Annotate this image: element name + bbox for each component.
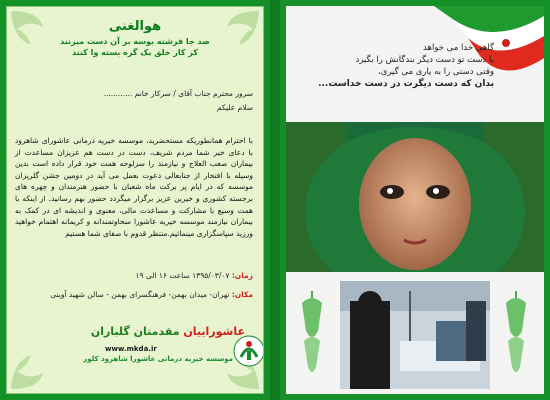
poem-line: بدان که دست دیگرت در دست خداست...: [318, 79, 494, 89]
place-label: مکان:: [231, 290, 253, 299]
welcome-line: [91, 325, 245, 338]
invitation-card-left: [0, 0, 270, 400]
place-value: تهران- میدان بهمن- فرهنگسرای بهمن - سالن شهید آوینی: [50, 290, 230, 299]
lamp-ornament-icon: [500, 291, 532, 381]
invitation-body: با احترام همانطوریکه مستحضرید، موسسه خیریه درمانی عاشورای شاهرود با دعای خیر شما مردم شریف، دست در دست هم عزیزان مساعدت از بیماران صعب العلاج و نیازمند را سرلوحه همت خود قرار داده است بدین وسیله با افتخار از جنابعالی دعوت بعمل می آید در دومین جشن گلریزان موسسه که در ایام پر برکت ماه شعبان با حضور هنرمندان و چهره های برجسته کشوری و خیرین عزیز برگزار میگردد حضور بهم رسانید. از اینکه با همت وسیع با مشارکت و مساعدت مالی، معنوی و اندیشه ای در کمک به بیماران نیازمند موسسه خیریه عاشورا سخاوتمندانه و کریمانه اهتمام خواهید ورزید سپاسگزاری مینمائیم.منتظر قدوم با صفای شما هستیم: [15, 136, 253, 238]
event-time: [17, 271, 253, 280]
welcome-green: مقدمتان گلباران: [90, 325, 180, 338]
card-title: هوالغنی: [108, 19, 162, 34]
verse-line-1: صد جا فرشته بوسه بر آن دست میزنند: [60, 37, 210, 46]
lamp-ornament-icon: [296, 291, 328, 381]
cover-paper: [286, 6, 544, 394]
poem-block: [306, 42, 494, 90]
charity-logo-icon: [233, 335, 264, 367]
invitation-card-right: [280, 0, 550, 400]
poem-line: گاهی خدا می خواهد: [423, 43, 494, 53]
organization-name: موسسه خیریه درمانی عاشورا شاهرود کلور: [83, 355, 233, 363]
time-value: ۱۳۹۵/۰۳/۰۷ ساعت ۱۶ الی ۱۹: [135, 271, 230, 280]
hospital-photo: [340, 281, 490, 389]
salutation-recipient: سرور محترم جناب آقای / سرکار خانم ............: [103, 89, 253, 98]
poem-line: با دست تو دست دیگر بندگانش را بگیرد: [355, 55, 494, 65]
welcome-red: عاشوراییان: [183, 325, 245, 338]
girl-photo: [286, 122, 544, 272]
poem-line: وقتی دستی را به یاری می گیری،: [377, 67, 494, 77]
website-url: www.mkda.ir: [105, 345, 157, 353]
salutation-greeting: سلام علیکم: [216, 103, 253, 112]
event-place: [17, 290, 253, 299]
time-label: زمان:: [231, 271, 253, 280]
verse-line-2: کز کار خلق یک گره بسته وا کنند: [72, 48, 198, 57]
invitation-paper: [6, 6, 264, 394]
